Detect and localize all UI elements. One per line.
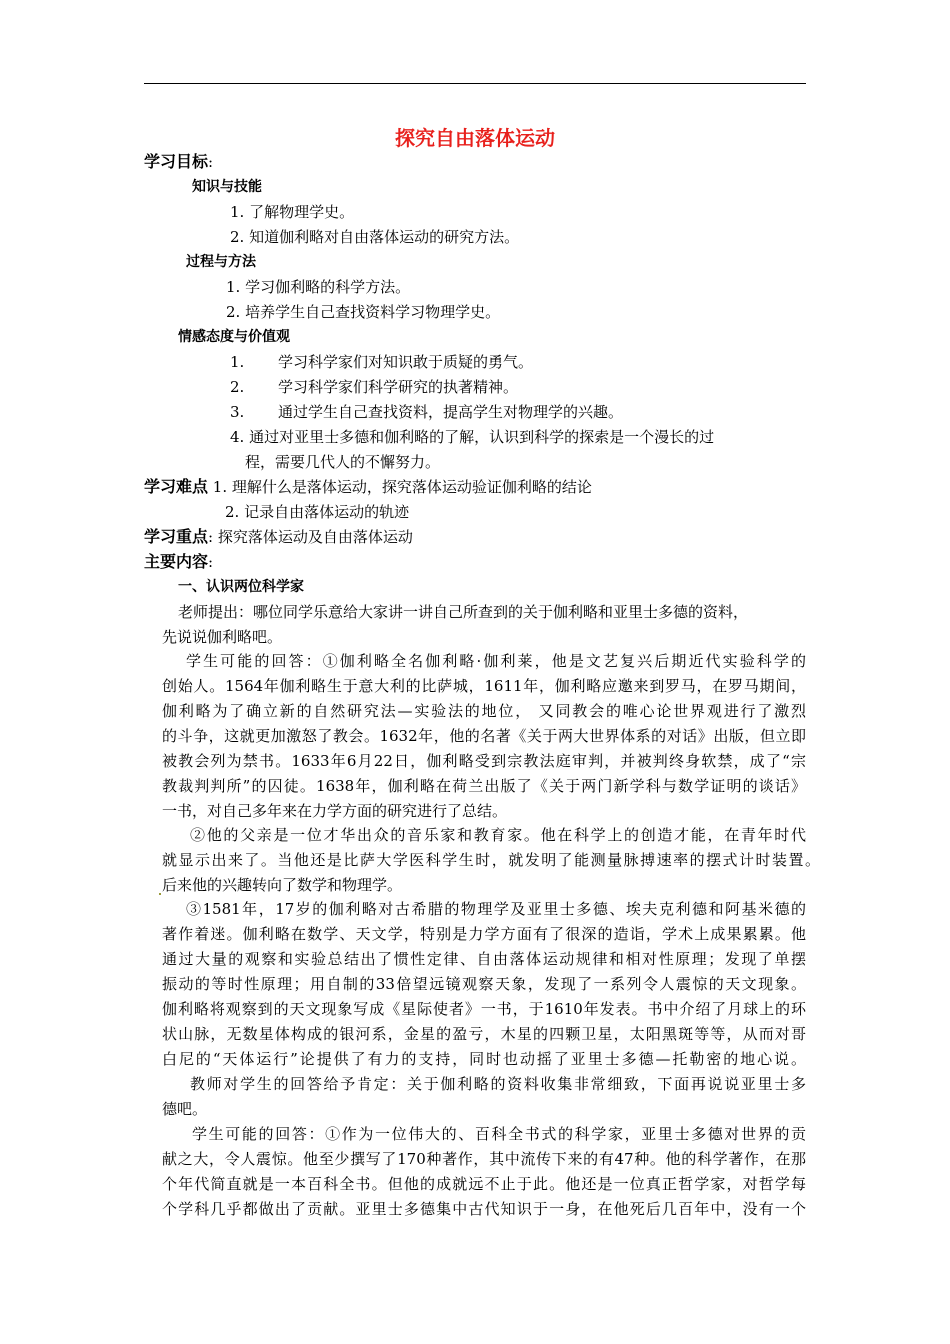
paragraph-line: 老师提出：哪位同学乐意给大家讲一讲自己所查到的关于伽利略和亚里士多德的资料， — [178, 603, 749, 621]
paragraph-line: 德吧。 — [162, 1100, 208, 1118]
emotion-item-4-line2: 程，需要几代人的不懈努力。 — [245, 453, 441, 471]
paragraph-line: 伽利略为了确立新的自然研究法—实验法的地位， 又同教会的唯心论世界观进行了激烈 — [162, 702, 806, 720]
emotion-item-text: 学习科学家们科学研究的执著精神。 — [278, 378, 519, 396]
difficulty-item: 1. 理解什么是落体运动，探究落体运动验证伽利略的结论 — [212, 478, 592, 496]
paragraph-line: 的斗争，这就更加激怒了教会。1632年，他的名著《关于两大世界体系的对话》出版，但立即 — [162, 727, 806, 745]
main-content-heading: 主要内容 — [144, 552, 209, 571]
paragraph-line: 就显示出来了。当他还是比萨大学医科学生时，就发明了能测量脉搏速率的摆式计时装置。 — [162, 851, 820, 869]
process-item: 2. 培养学生自己查找资料学习物理学史。 — [226, 303, 501, 321]
objectives-colon: : — [208, 153, 214, 171]
key-point-heading: 学习重点 — [144, 527, 209, 546]
difficulty-item: 2. 记录自由落体运动的轨迹 — [225, 503, 410, 521]
emotion-item — [230, 352, 533, 372]
emotion-item-text: 学习科学家们对知识敢于质疑的勇气。 — [278, 353, 534, 371]
paragraph-line: 学生可能的回答：①作为一位伟大的、百科全书式的科学家，亚里士多德对世界的贡 — [192, 1125, 806, 1143]
paragraph-line: 通过大量的观察和实验总结出了惯性定律、自由落体运动规律和相对性原理；发现了单摆 — [162, 950, 806, 968]
paragraph-line: 教裁判判所”的囚徒。1638年，伽利略在荷兰出版了《关于两门新学科与数学证明的谈话》 — [162, 777, 806, 795]
header-rule — [144, 83, 806, 84]
emotion-item — [230, 377, 518, 397]
objectives-heading: 学习目标 — [144, 152, 209, 171]
document-title: 探究自由落体运动 — [395, 126, 555, 150]
emotion-item-text: 通过学生自己查找资料，提高学生对物理学的兴趣。 — [278, 403, 624, 421]
paragraph-line: 状山脉，无数星体构成的银河系，金星的盈亏，木星的四颗卫星，太阳黑斑等等，从而对哥 — [162, 1025, 806, 1043]
paragraph-line: 创始人。1564年伽利略生于意大利的比萨城，1611年，伽利略应邀来到罗马，在罗马期间， — [162, 677, 806, 695]
emotion-item-4-line1: 4. 通过对亚里士多德和伽利略的了解，认识到科学的探索是一个漫长的过 — [230, 428, 715, 446]
edit-mark — [159, 893, 161, 895]
section-heading: 一、认识两位科学家 — [178, 579, 304, 595]
knowledge-item: 2. 知道伽利略对自由落体运动的研究方法。 — [230, 228, 520, 246]
paragraph-line: ③1581年，17岁的伽利略对古希腊的物理学及亚里士多德、埃夫克利德和阿基米德的 — [186, 900, 806, 918]
key-point-text: : 探究落体运动及自由落体运动 — [208, 528, 413, 546]
knowledge-item: 1. 了解物理学史。 — [230, 203, 355, 221]
paragraph-line: 先说说伽利略吧。 — [162, 628, 283, 646]
difficulty-heading: 学习难点 — [144, 477, 209, 496]
paragraph-line: 一书，对自己多年来在力学方面的研究进行了总结。 — [162, 802, 508, 820]
paragraph-line: 后来他的兴趣转向了数学和物理学。 — [162, 876, 403, 894]
emotion-item-number: 3. — [230, 403, 245, 421]
paragraph-line: 白尼的“天体运行”论提供了有力的支持，同时也动摇了亚里士多德—托勒密的地心说。 — [162, 1050, 806, 1068]
difficulty-line — [144, 477, 592, 497]
paragraph-line: 个学科几乎都做出了贡献。亚里士多德集中古代知识于一身，在他死后几百年中，没有一个 — [162, 1200, 806, 1218]
paragraph-line: 振动的等时性原理；用自制的33倍望远镜观察天象，发现了一系列令人震惊的天文现象。 — [162, 975, 806, 993]
main-content-colon: : — [208, 553, 214, 571]
emotion-item-number: 1. — [230, 353, 245, 371]
paragraph-line: 被教会列为禁书。1633年6月22日，伽利略受到宗教法庭审判，并被判终身软禁，成了“宗 — [162, 752, 806, 770]
main-content-heading-line — [144, 552, 213, 572]
key-point-line — [144, 527, 413, 547]
objectives-heading-line — [144, 152, 213, 172]
paragraph-line: 著作着迷。伽利略在数学、天文学，特别是力学方面有了很深的造诣，学术上成果累累。他 — [162, 925, 806, 943]
knowledge-heading: 知识与技能 — [192, 179, 262, 195]
paragraph-line: 学生可能的回答：①伽利略全名伽利略·伽利莱，他是文艺复兴后期近代实验科学的 — [186, 652, 806, 670]
paragraph-line-wrap — [159, 875, 402, 895]
paragraph-line: 伽利略将观察到的天文现象写成《星际使者》一书，于1610年发表。书中介绍了月球上的环 — [162, 1000, 806, 1018]
paragraph-line: 献之大，令人震惊。他至少撰写了170种著作，其中流传下来的有47种。他的科学著作，在那 — [162, 1150, 806, 1168]
emotion-item — [230, 402, 623, 422]
emotion-heading: 情感态度与价值观 — [178, 329, 290, 345]
emotion-item-number: 2. — [230, 378, 245, 396]
process-item: 1. 学习伽利略的科学方法。 — [226, 278, 411, 296]
process-heading: 过程与方法 — [186, 254, 256, 270]
paragraph-line: 个年代简直就是一本百科全书。但他的成就远不止于此。他还是一位真正哲学家，对哲学每 — [162, 1175, 806, 1193]
paragraph-line: 教师对学生的回答给予肯定：关于伽利略的资料收集非常细致，下面再说说亚里士多 — [190, 1075, 806, 1093]
paragraph-line: ②他的父亲是一位才华出众的音乐家和教育家。他在科学上的创造才能，在青年时代 — [190, 826, 806, 844]
